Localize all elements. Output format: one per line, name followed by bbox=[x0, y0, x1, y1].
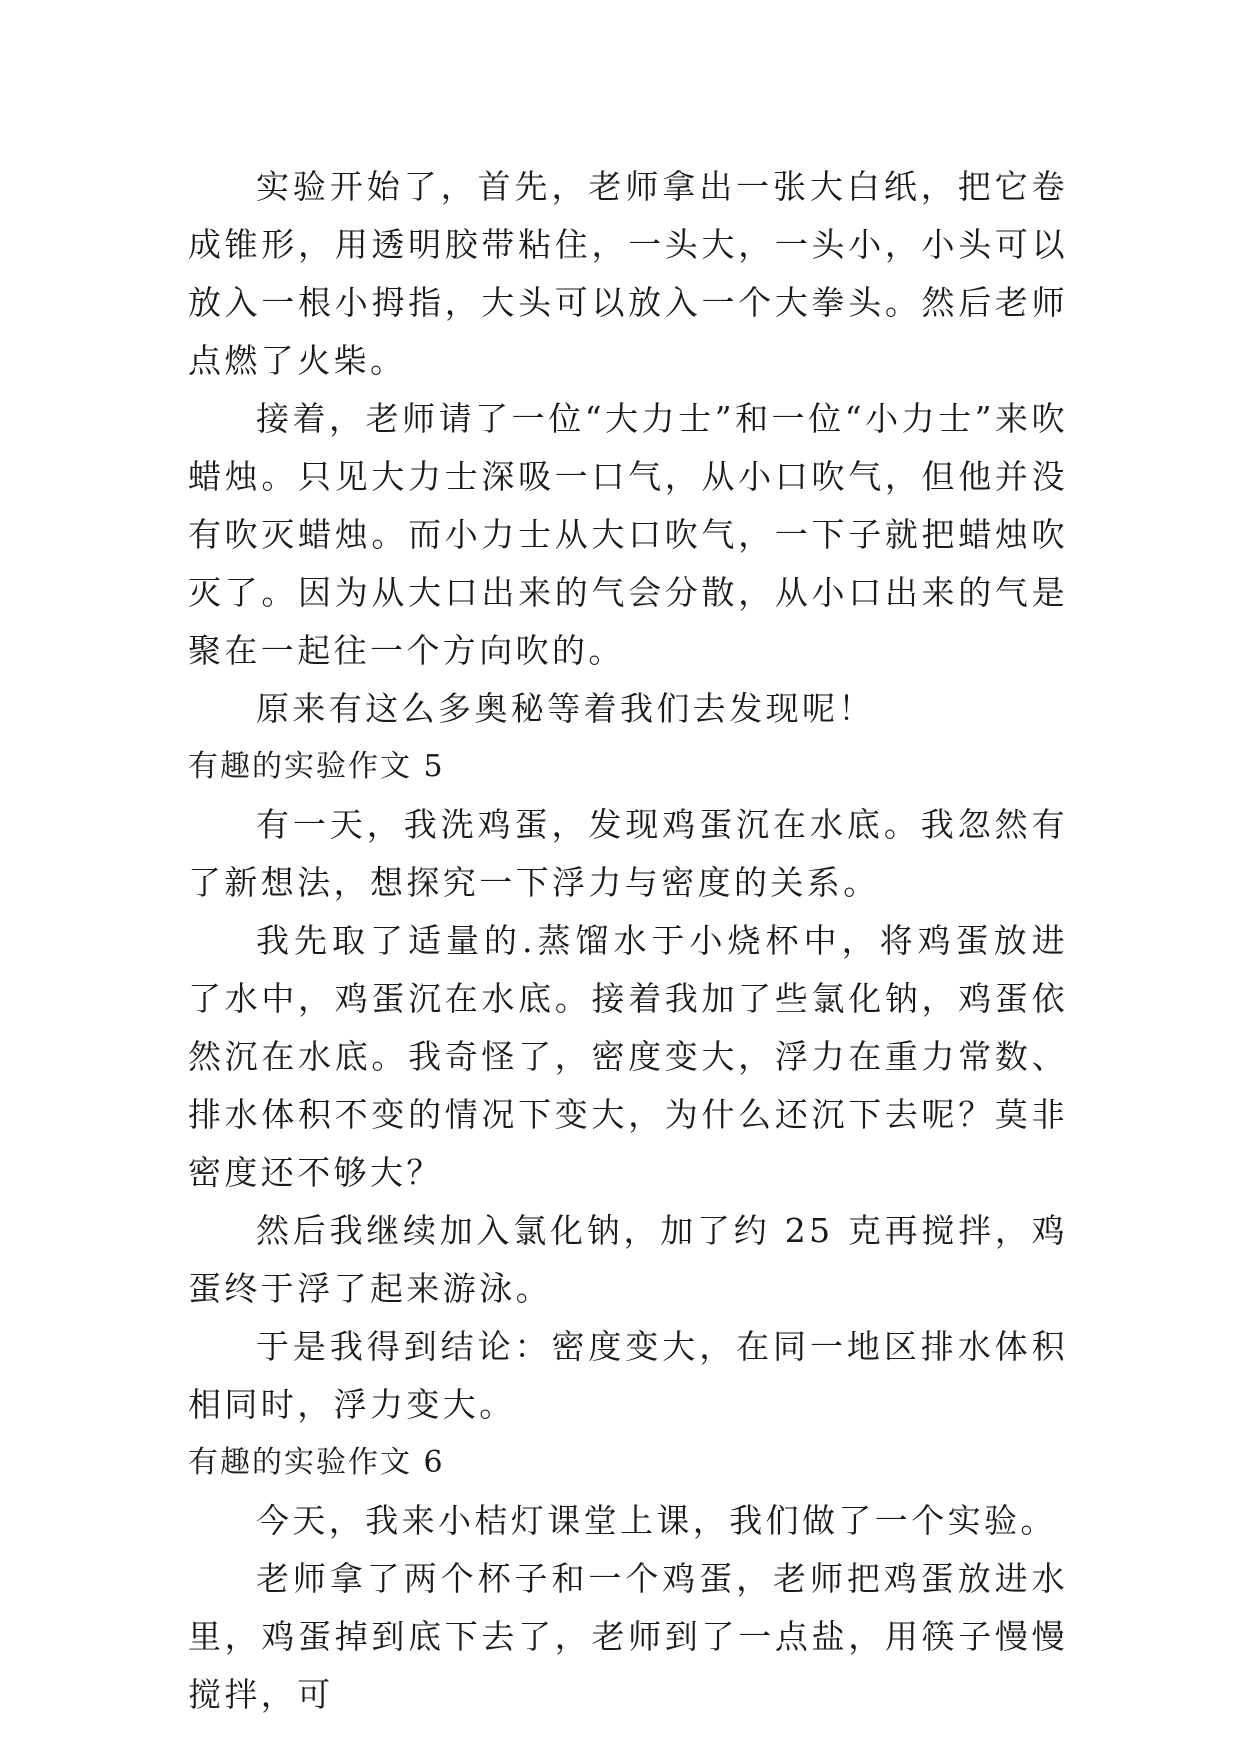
paragraph: 然后我继续加入氯化钠，加了约 25 克再搅拌，鸡蛋终于浮了起来游泳。 bbox=[188, 1211, 1068, 1308]
section-heading: 有趣的实验作文 5 bbox=[188, 749, 445, 784]
paragraph: 今天，我来小桔灯课堂上课，我们做了一个实验。 bbox=[256, 1501, 1057, 1540]
paragraph: 有一天，我洗鸡蛋，发现鸡蛋沉在水底。我忽然有了新想法，想探究一下浮力与密度的关系。 bbox=[188, 805, 1068, 902]
paragraph: 老师拿了两个杯子和一个鸡蛋，老师把鸡蛋放进水里，鸡蛋掉到底下去了，老师到了一点盐，用筷子慢慢搅拌，可 bbox=[188, 1559, 1068, 1714]
paragraph: 原来有这么多奥秘等着我们去发现呢！ bbox=[256, 689, 875, 728]
paragraph: 我先取了适量的.蒸馏水于小烧杯中，将鸡蛋放进了水中，鸡蛋沉在水底。接着我加了些氯化钠，鸡蛋依然沉在水底。我奇怪了，密度变大，浮力在重力常数、排水体积不变的情况下变大，为什么还沉下去呢？莫非密度还不够大？ bbox=[188, 921, 1068, 1192]
section-heading: 有趣的实验作文 6 bbox=[188, 1445, 445, 1480]
document-body bbox=[188, 158, 1068, 1724]
paragraph: 接着，老师请了一位“大力士”和一位“小力士”来吹蜡烛。只见大力士深吸一口气，从小口吹气，但他并没有吹灭蜡烛。而小力士从大口吹气，一下子就把蜡烛吹灭了。因为从大口出来的气会分散，从小口出来的气是聚在一起往一个方向吹的。 bbox=[188, 399, 1068, 670]
paragraph: 实验开始了，首先，老师拿出一张大白纸，把它卷成锥形，用透明胶带粘住，一头大，一头小，小头可以放入一根小拇指，大头可以放入一个大拳头。然后老师点燃了火柴。 bbox=[188, 167, 1068, 380]
paragraph: 于是我得到结论：密度变大，在同一地区排水体积相同时，浮力变大。 bbox=[188, 1327, 1068, 1424]
